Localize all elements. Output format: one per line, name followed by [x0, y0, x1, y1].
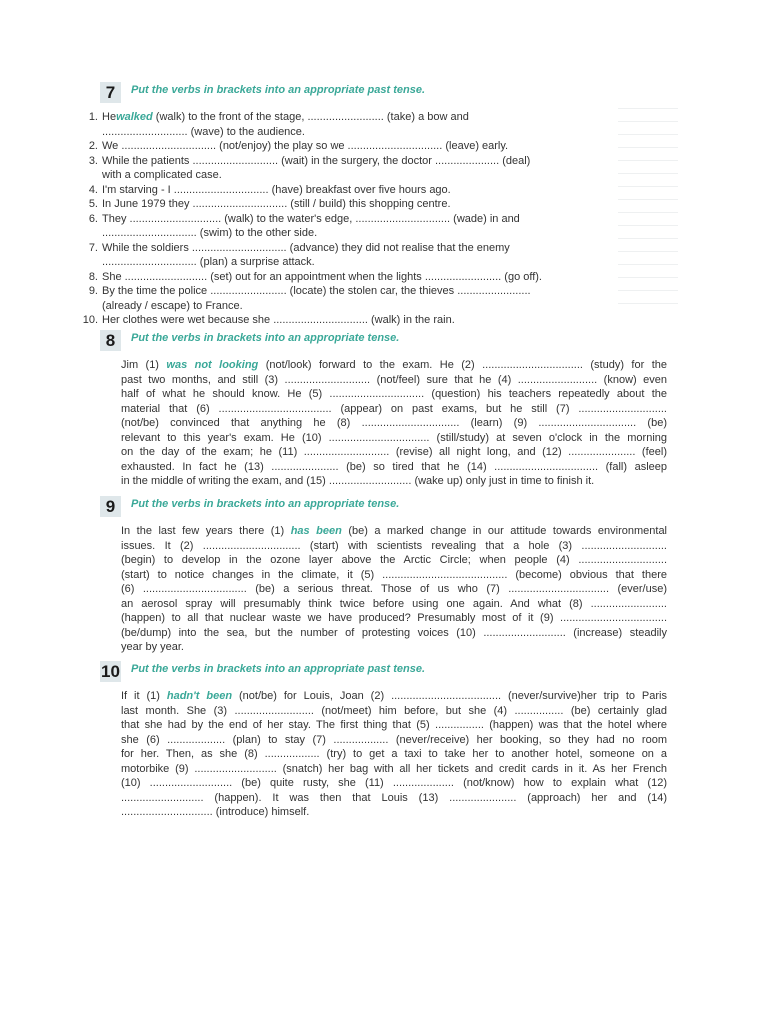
line-text: relevant to this year's exam. He (10) ................................. (still/study) at seven o'clock in the morning	[121, 431, 667, 444]
exercise-instruction: Put the verbs in brackets into an appropriate tense.	[131, 498, 400, 510]
line-text: (not/be) convinced that anything he (8) ................................ (learn) (9) ................................ (be)	[121, 417, 667, 429]
line-text: material that (6) ..................................... (appear) on past exams, but he still (7) .............................	[121, 402, 667, 415]
exercise-line	[121, 568, 667, 583]
exercise-instruction: Put the verbs in brackets into an appropriate past tense.	[131, 84, 426, 96]
line-text: While the patients ............................ (wait) in the surgery, the doctor ..................... (deal)	[102, 154, 531, 167]
exercise-body	[121, 689, 667, 820]
item-number: 6.	[88, 212, 98, 225]
line-text: (begin) to develop in the ozone layer above the Arctic Circle; when people (4) .............................	[121, 554, 667, 566]
exercise-line	[76, 125, 670, 140]
exercise-number-badge: 10	[101, 662, 120, 681]
line-text: for her. Then, as she (8) .................. (try) to get a taxi to take her to another hotel, someone on a	[121, 748, 667, 760]
exercise-line	[121, 689, 667, 704]
line-text: By the time the police ......................... (locate) the stolen car, the thieves ........................	[102, 285, 531, 297]
line-text: that she had by the end of her stay. The first thing that (5) ................ (happen) was that the hotel where	[121, 719, 667, 731]
line-text: He	[102, 111, 117, 123]
exercise-line	[76, 154, 670, 169]
exercise-line	[76, 313, 670, 328]
exercise-line	[76, 197, 670, 212]
exercise-line	[121, 747, 667, 762]
line-text: She ........................... (set) out for an appointment when the lights ......................... (go off).	[102, 270, 542, 283]
line-text: (not/look) forward to the exam. He (2) ................................. (study) for the	[258, 359, 667, 371]
exercise-instruction: Put the verbs in brackets into an appropriate tense.	[131, 332, 400, 344]
line-text: (happen) to all that nuclear waste we have produced? Presumably most of it (9) ...................................	[121, 612, 667, 624]
exercise-line	[121, 718, 667, 733]
line-text: (already / escape) to France.	[102, 299, 243, 312]
exercise-instruction: Put the verbs in brackets into an appropriate past tense.	[131, 663, 426, 675]
show-through-texture	[618, 96, 678, 346]
exercise-line	[76, 255, 670, 270]
exercise-header	[100, 82, 670, 104]
exercise-line	[121, 445, 667, 460]
line-text: exhausted. In fact he (13) ...................... (be) so tired that he (14) .................................. (fall) asleep	[121, 460, 667, 473]
exercise-line	[76, 284, 670, 299]
exercise-line	[121, 416, 667, 431]
line-text: Her clothes were wet because she ............................... (walk) in the rain.	[102, 314, 455, 326]
item-number: 8.	[88, 270, 98, 283]
line-text: ............................ (wave) to the audience.	[102, 125, 305, 138]
line-text: We ............................... (not/enjoy) the play so we ............................... (leave) early.	[102, 140, 509, 152]
line-text: (6) .................................. (be) a serious threat. Those of us who (7) ................................. (ever/use)	[121, 583, 667, 595]
exercise-line	[121, 791, 667, 806]
exercise-line	[76, 168, 670, 183]
line-text: on the day of the exam; he (11) ............................ (revise) all night long, and (12) ...................... (feel)	[121, 446, 667, 458]
item-number: 1.	[88, 111, 98, 123]
line-text: in the middle of writing the exam, and (15) ........................... (wake up) only just in time to finish it.	[121, 475, 595, 487]
line-text: ............................... (plan) a surprise attack.	[102, 256, 315, 268]
exercise-10	[100, 661, 670, 820]
item-number: 9.	[88, 285, 98, 297]
exercise-line	[76, 226, 670, 241]
line-text: (10) ........................... (be) quite rusty, she (11) .................... (not/know) how to explain what (12)	[121, 777, 667, 789]
line-text: They .............................. (walk) to the water's edge, ............................... (wade) in and	[102, 212, 520, 225]
exercise-line	[76, 110, 670, 125]
exercise-line	[121, 582, 667, 597]
exercise-line	[121, 553, 667, 568]
exercise-line	[121, 733, 667, 748]
exercise-number-badge: 7	[100, 82, 121, 103]
exercise-line	[121, 474, 667, 489]
exercise-body	[121, 524, 667, 655]
line-text: issues. It (2) ................................ (start) with scientists revealing that a hole (3) ............................	[121, 539, 667, 552]
exercise-line	[121, 597, 667, 612]
exercise-line	[76, 241, 670, 256]
line-text: ............................... (swim) to the other side.	[102, 227, 318, 239]
exercise-header	[100, 661, 670, 683]
exercise-line	[76, 299, 670, 314]
line-text: with a complicated case.	[102, 169, 222, 181]
exercise-line	[121, 805, 667, 820]
exercise-line	[76, 183, 670, 198]
exercise-line	[121, 539, 667, 554]
line-text: half of what he should know. He (5) ............................... (question) his teachers repeatedly about the	[121, 388, 667, 400]
exercise-body	[76, 110, 670, 328]
line-text: I'm starving - I ............................... (have) breakfast over five hours ago.	[102, 183, 451, 196]
item-number: 2.	[88, 140, 98, 152]
line-text: past two months, and still (3) ............................ (not/feel) sure that he (4) .......................... (know) even	[121, 373, 667, 386]
exercise-line	[121, 460, 667, 475]
line-text: .............................. (introduce) himself.	[121, 806, 310, 818]
example-answer: hadn't been	[166, 690, 233, 702]
example-answer: has been	[290, 525, 342, 537]
exercise-number-badge: 9	[100, 496, 121, 517]
exercise-line	[121, 762, 667, 777]
exercise-line	[121, 387, 667, 402]
line-text: (be/dump) into the sea, but the number of protesting voices (10) ........................... (increase) steadily	[121, 626, 667, 639]
exercise-number-badge: 8	[100, 330, 121, 351]
exercise-line	[121, 358, 667, 373]
line-text: an aerosol spray will presumably think twice before using one again. And what (8) .........................	[121, 597, 667, 610]
item-number: 4.	[88, 183, 98, 196]
item-number: 7.	[88, 241, 98, 254]
exercise-line	[76, 270, 670, 285]
exercise-line	[76, 212, 670, 227]
item-number: 5.	[88, 198, 98, 210]
line-text: (not/be) for Louis, Joan (2) .................................... (never/survive)her trip to Paris	[232, 690, 667, 702]
line-text: motorbike (9) ........................... (snatch) her bag with all her tickets and credit cards in it. As her French	[121, 762, 667, 775]
line-text: Jim (1)	[121, 359, 167, 371]
example-answer: was not looking	[166, 359, 259, 371]
exercise-line	[121, 431, 667, 446]
exercise-line	[121, 704, 667, 719]
exercise-header	[100, 330, 670, 352]
exercise-line	[121, 626, 667, 641]
exercise-line	[121, 776, 667, 791]
example-answer: walked	[116, 111, 153, 123]
line-text: If it (1)	[121, 690, 167, 702]
line-text: she (6) ................... (plan) to stay (7) .................. (never/receive) her booking, so they had no room	[121, 733, 667, 746]
line-text: In the last few years there (1)	[121, 525, 291, 537]
line-text: (walk) to the front of the stage, ......................... (take) a bow and	[152, 111, 469, 123]
line-text: year by year.	[121, 641, 184, 653]
exercise-body	[121, 358, 667, 489]
line-text: (be) a marked change in our attitude towards environmental	[341, 525, 668, 537]
exercise-8	[100, 330, 670, 489]
exercise-9	[100, 496, 670, 655]
item-number: 3.	[88, 154, 98, 167]
line-text: In June 1979 they ............................... (still / build) this shopping centre.	[102, 198, 451, 210]
exercise-line	[121, 373, 667, 388]
line-text: (start) to notice changes in the climate, it (5) ......................................... (become) obvious that there	[121, 568, 667, 581]
item-number: 10.	[82, 314, 98, 326]
exercise-line	[76, 139, 670, 154]
exercise-line	[121, 640, 667, 655]
exercise-header	[100, 496, 670, 518]
exercise-7	[82, 82, 670, 328]
line-text: While the soldiers ............................... (advance) they did not realise that the enemy	[102, 241, 510, 254]
exercise-line	[121, 524, 667, 539]
exercise-line	[121, 402, 667, 417]
line-text: ........................... (happen). It was then that Louis (13) ...................... (approach) her and (14)	[121, 791, 667, 804]
exercise-line	[121, 611, 667, 626]
line-text: last month. She (3) .......................... (not/meet) him before, but she (4) ................ (be) certainly glad	[121, 704, 667, 717]
